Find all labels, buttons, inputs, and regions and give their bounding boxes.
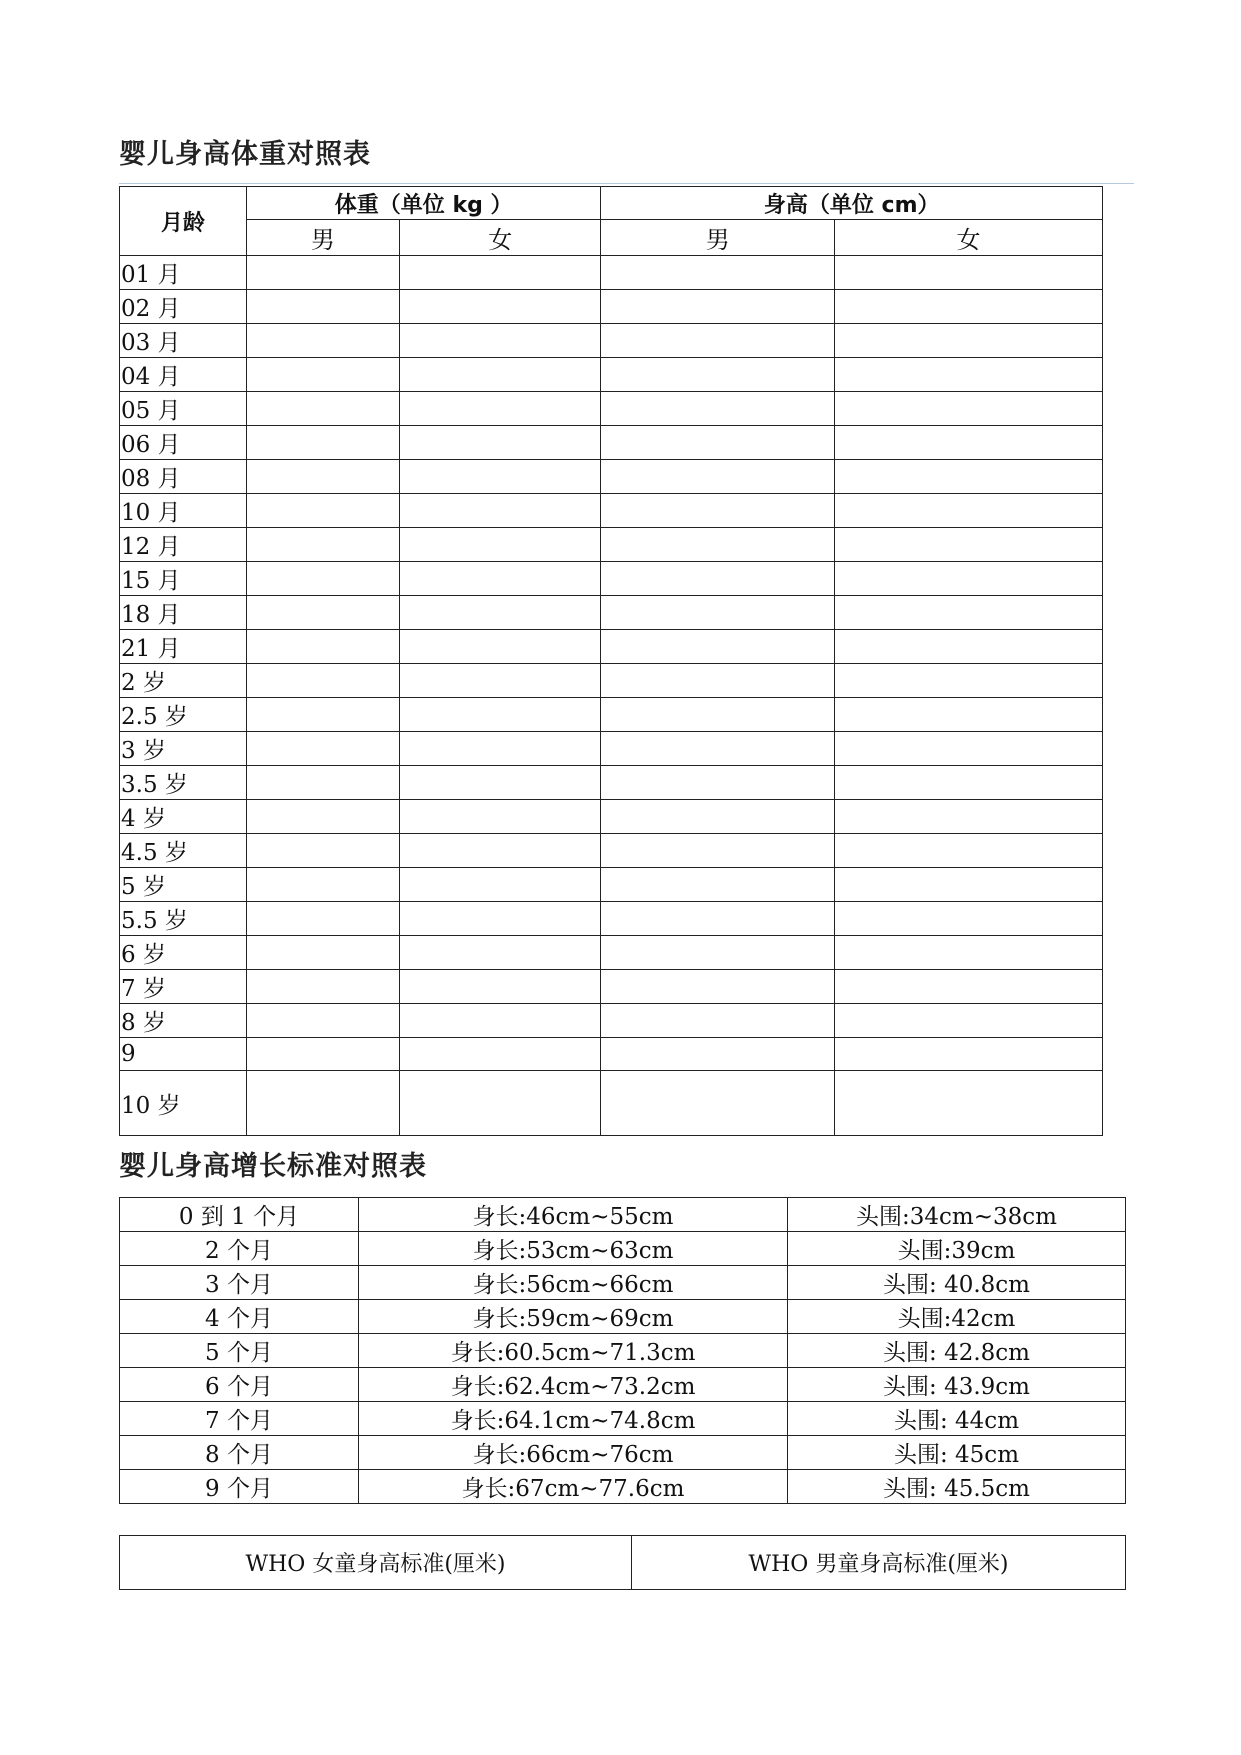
table-row bbox=[120, 800, 1103, 834]
age-cell: 8 个月 bbox=[120, 1436, 359, 1470]
height-header: 身高（单位 cm） bbox=[601, 187, 1103, 220]
table2-title: 婴儿身高增长标准对照表 bbox=[119, 1151, 427, 1182]
weight-male-cell bbox=[246, 392, 399, 426]
weight-male-cell bbox=[246, 868, 399, 902]
table-row bbox=[120, 1198, 1126, 1232]
table-row bbox=[120, 426, 1103, 460]
head-circumference-cell: 头围: 45cm bbox=[788, 1436, 1126, 1470]
length-cell: 身长:66cm~76cm bbox=[359, 1436, 788, 1470]
height-female-cell bbox=[835, 766, 1103, 800]
length-cell: 身长:67cm~77.6cm bbox=[359, 1470, 788, 1504]
height-male-cell bbox=[601, 426, 835, 460]
height-female-cell bbox=[835, 664, 1103, 698]
age-cell: 2 岁 bbox=[120, 664, 247, 698]
weight-male-cell bbox=[246, 1071, 399, 1136]
length-cell: 身长:60.5cm~71.3cm bbox=[359, 1334, 788, 1368]
table-row bbox=[120, 460, 1103, 494]
table-row bbox=[120, 1232, 1126, 1266]
height-male-cell bbox=[601, 290, 835, 324]
height-male-header: 男 bbox=[601, 220, 835, 256]
table-row bbox=[120, 664, 1103, 698]
table1-title: 婴儿身高体重对照表 bbox=[119, 139, 371, 170]
head-circumference-cell: 头围: 43.9cm bbox=[788, 1368, 1126, 1402]
who-standard-table bbox=[119, 1535, 1126, 1590]
weight-male-cell bbox=[246, 800, 399, 834]
height-male-cell bbox=[601, 562, 835, 596]
weight-female-header: 女 bbox=[399, 220, 600, 256]
height-female-cell bbox=[835, 562, 1103, 596]
age-cell: 18 月 bbox=[120, 596, 247, 630]
height-male-cell bbox=[601, 324, 835, 358]
length-cell: 身长:59cm~69cm bbox=[359, 1300, 788, 1334]
table-row bbox=[120, 1266, 1126, 1300]
height-male-cell bbox=[601, 970, 835, 1004]
height-female-cell bbox=[835, 392, 1103, 426]
length-cell: 身长:46cm~55cm bbox=[359, 1198, 788, 1232]
height-male-cell bbox=[601, 1071, 835, 1136]
height-female-cell bbox=[835, 358, 1103, 392]
table-row bbox=[120, 1402, 1126, 1436]
age-cell: 10 岁 bbox=[120, 1071, 247, 1136]
height-male-cell bbox=[601, 460, 835, 494]
height-female-cell bbox=[835, 528, 1103, 562]
weight-male-header: 男 bbox=[246, 220, 399, 256]
weight-female-cell bbox=[399, 392, 600, 426]
weight-male-cell bbox=[246, 562, 399, 596]
age-header: 月龄 bbox=[120, 187, 247, 256]
height-male-cell bbox=[601, 800, 835, 834]
age-cell: 5 岁 bbox=[120, 868, 247, 902]
weight-female-cell bbox=[399, 1038, 600, 1071]
length-cell: 身长:62.4cm~73.2cm bbox=[359, 1368, 788, 1402]
table-row bbox=[120, 1004, 1103, 1038]
head-circumference-cell: 头围: 40.8cm bbox=[788, 1266, 1126, 1300]
table-row bbox=[120, 1300, 1126, 1334]
head-circumference-cell: 头围:39cm bbox=[788, 1232, 1126, 1266]
length-cell: 身长:53cm~63cm bbox=[359, 1232, 788, 1266]
weight-male-cell bbox=[246, 290, 399, 324]
height-female-cell bbox=[835, 868, 1103, 902]
weight-male-cell bbox=[246, 834, 399, 868]
weight-female-cell bbox=[399, 630, 600, 664]
table-row bbox=[120, 1436, 1126, 1470]
weight-male-cell bbox=[246, 256, 399, 290]
age-cell: 08 月 bbox=[120, 460, 247, 494]
weight-male-cell bbox=[246, 698, 399, 732]
table-row bbox=[120, 256, 1103, 290]
height-male-cell bbox=[601, 528, 835, 562]
height-male-cell bbox=[601, 256, 835, 290]
weight-female-cell bbox=[399, 426, 600, 460]
header-row-2 bbox=[120, 220, 1103, 256]
weight-male-cell bbox=[246, 664, 399, 698]
weight-female-cell bbox=[399, 494, 600, 528]
weight-male-cell bbox=[246, 596, 399, 630]
weight-male-cell bbox=[246, 528, 399, 562]
table-row bbox=[120, 494, 1103, 528]
weight-male-cell bbox=[246, 426, 399, 460]
table-row bbox=[120, 1334, 1126, 1368]
weight-female-cell bbox=[399, 1071, 600, 1136]
weight-female-cell bbox=[399, 324, 600, 358]
table-row bbox=[120, 324, 1103, 358]
growth-standard-table bbox=[119, 1197, 1126, 1504]
height-male-cell bbox=[601, 766, 835, 800]
age-cell: 7 个月 bbox=[120, 1402, 359, 1436]
age-cell: 4 个月 bbox=[120, 1300, 359, 1334]
age-cell: 01 月 bbox=[120, 256, 247, 290]
weight-female-cell bbox=[399, 834, 600, 868]
age-cell: 4.5 岁 bbox=[120, 834, 247, 868]
weight-female-cell bbox=[399, 800, 600, 834]
table-row bbox=[120, 630, 1103, 664]
weight-male-cell bbox=[246, 630, 399, 664]
who-girls-header: WHO 女童身高标准(厘米) bbox=[120, 1536, 632, 1590]
weight-female-cell bbox=[399, 868, 600, 902]
age-cell: 3 个月 bbox=[120, 1266, 359, 1300]
head-circumference-cell: 头围: 45.5cm bbox=[788, 1470, 1126, 1504]
height-female-cell bbox=[835, 732, 1103, 766]
header-row-1 bbox=[120, 187, 1103, 220]
table-row bbox=[120, 936, 1103, 970]
weight-male-cell bbox=[246, 732, 399, 766]
height-female-cell bbox=[835, 494, 1103, 528]
weight-male-cell bbox=[246, 324, 399, 358]
height-male-cell bbox=[601, 1038, 835, 1071]
height-female-cell bbox=[835, 1004, 1103, 1038]
age-cell: 5.5 岁 bbox=[120, 902, 247, 936]
weight-female-cell bbox=[399, 460, 600, 494]
weight-female-cell bbox=[399, 664, 600, 698]
who-header-row bbox=[120, 1536, 1126, 1590]
age-cell: 2 个月 bbox=[120, 1232, 359, 1266]
age-cell: 02 月 bbox=[120, 290, 247, 324]
age-cell: 10 月 bbox=[120, 494, 247, 528]
age-cell: 8 岁 bbox=[120, 1004, 247, 1038]
title-rule bbox=[119, 183, 1134, 184]
who-boys-header: WHO 男童身高标准(厘米) bbox=[632, 1536, 1126, 1590]
height-female-cell bbox=[835, 324, 1103, 358]
table-row bbox=[120, 1038, 1103, 1071]
height-male-cell bbox=[601, 494, 835, 528]
weight-female-cell bbox=[399, 970, 600, 1004]
height-female-cell bbox=[835, 800, 1103, 834]
table-row bbox=[120, 1071, 1103, 1136]
table-row bbox=[120, 732, 1103, 766]
age-cell: 7 岁 bbox=[120, 970, 247, 1004]
weight-male-cell bbox=[246, 1004, 399, 1038]
height-female-cell bbox=[835, 256, 1103, 290]
age-cell: 9 个月 bbox=[120, 1470, 359, 1504]
age-cell: 21 月 bbox=[120, 630, 247, 664]
age-cell: 4 岁 bbox=[120, 800, 247, 834]
age-cell: 12 月 bbox=[120, 528, 247, 562]
weight-female-cell bbox=[399, 1004, 600, 1038]
weight-female-cell bbox=[399, 290, 600, 324]
height-female-cell bbox=[835, 936, 1103, 970]
table-row bbox=[120, 834, 1103, 868]
weight-male-cell bbox=[246, 358, 399, 392]
height-female-cell bbox=[835, 596, 1103, 630]
height-female-cell bbox=[835, 290, 1103, 324]
height-female-cell bbox=[835, 1071, 1103, 1136]
age-cell: 03 月 bbox=[120, 324, 247, 358]
age-cell: 3.5 岁 bbox=[120, 766, 247, 800]
weight-female-cell bbox=[399, 528, 600, 562]
length-cell: 身长:56cm~66cm bbox=[359, 1266, 788, 1300]
table-row bbox=[120, 766, 1103, 800]
height-female-cell bbox=[835, 834, 1103, 868]
weight-male-cell bbox=[246, 460, 399, 494]
weight-male-cell bbox=[246, 936, 399, 970]
table-row bbox=[120, 290, 1103, 324]
table-row bbox=[120, 902, 1103, 936]
height-female-cell bbox=[835, 460, 1103, 494]
age-cell: 5 个月 bbox=[120, 1334, 359, 1368]
table-row bbox=[120, 562, 1103, 596]
table-row bbox=[120, 596, 1103, 630]
age-cell: 6 岁 bbox=[120, 936, 247, 970]
height-female-header: 女 bbox=[835, 220, 1103, 256]
age-cell: 15 月 bbox=[120, 562, 247, 596]
age-cell: 05 月 bbox=[120, 392, 247, 426]
height-female-cell bbox=[835, 630, 1103, 664]
weight-female-cell bbox=[399, 358, 600, 392]
height-male-cell bbox=[601, 902, 835, 936]
table-row bbox=[120, 392, 1103, 426]
table-row bbox=[120, 698, 1103, 732]
height-male-cell bbox=[601, 1004, 835, 1038]
height-male-cell bbox=[601, 834, 835, 868]
height-female-cell bbox=[835, 902, 1103, 936]
weight-header: 体重（单位 kg ） bbox=[246, 187, 601, 220]
weight-male-cell bbox=[246, 902, 399, 936]
age-cell: 6 个月 bbox=[120, 1368, 359, 1402]
weight-male-cell bbox=[246, 766, 399, 800]
head-circumference-cell: 头围:34cm~38cm bbox=[788, 1198, 1126, 1232]
weight-female-cell bbox=[399, 596, 600, 630]
height-male-cell bbox=[601, 630, 835, 664]
length-cell: 身长:64.1cm~74.8cm bbox=[359, 1402, 788, 1436]
table-row bbox=[120, 868, 1103, 902]
height-male-cell bbox=[601, 698, 835, 732]
height-male-cell bbox=[601, 936, 835, 970]
weight-male-cell bbox=[246, 970, 399, 1004]
head-circumference-cell: 头围: 44cm bbox=[788, 1402, 1126, 1436]
height-female-cell bbox=[835, 698, 1103, 732]
table-row bbox=[120, 970, 1103, 1004]
age-cell: 3 岁 bbox=[120, 732, 247, 766]
height-male-cell bbox=[601, 868, 835, 902]
height-male-cell bbox=[601, 596, 835, 630]
table-row bbox=[120, 1470, 1126, 1504]
table-row bbox=[120, 528, 1103, 562]
weight-female-cell bbox=[399, 256, 600, 290]
weight-female-cell bbox=[399, 766, 600, 800]
height-weight-table bbox=[119, 186, 1103, 1136]
height-male-cell bbox=[601, 358, 835, 392]
weight-female-cell bbox=[399, 902, 600, 936]
table-row bbox=[120, 1368, 1126, 1402]
table-row bbox=[120, 358, 1103, 392]
head-circumference-cell: 头围:42cm bbox=[788, 1300, 1126, 1334]
weight-female-cell bbox=[399, 562, 600, 596]
height-female-cell bbox=[835, 1038, 1103, 1071]
head-circumference-cell: 头围: 42.8cm bbox=[788, 1334, 1126, 1368]
weight-female-cell bbox=[399, 732, 600, 766]
age-cell: 04 月 bbox=[120, 358, 247, 392]
height-female-cell bbox=[835, 970, 1103, 1004]
age-cell: 2.5 岁 bbox=[120, 698, 247, 732]
age-cell: 0 到 1 个月 bbox=[120, 1198, 359, 1232]
weight-male-cell bbox=[246, 1038, 399, 1071]
weight-female-cell bbox=[399, 698, 600, 732]
age-cell: 06 月 bbox=[120, 426, 247, 460]
height-female-cell bbox=[835, 426, 1103, 460]
weight-male-cell bbox=[246, 494, 399, 528]
height-male-cell bbox=[601, 732, 835, 766]
weight-female-cell bbox=[399, 936, 600, 970]
age-cell: 9 bbox=[120, 1038, 247, 1071]
height-male-cell bbox=[601, 392, 835, 426]
height-male-cell bbox=[601, 664, 835, 698]
